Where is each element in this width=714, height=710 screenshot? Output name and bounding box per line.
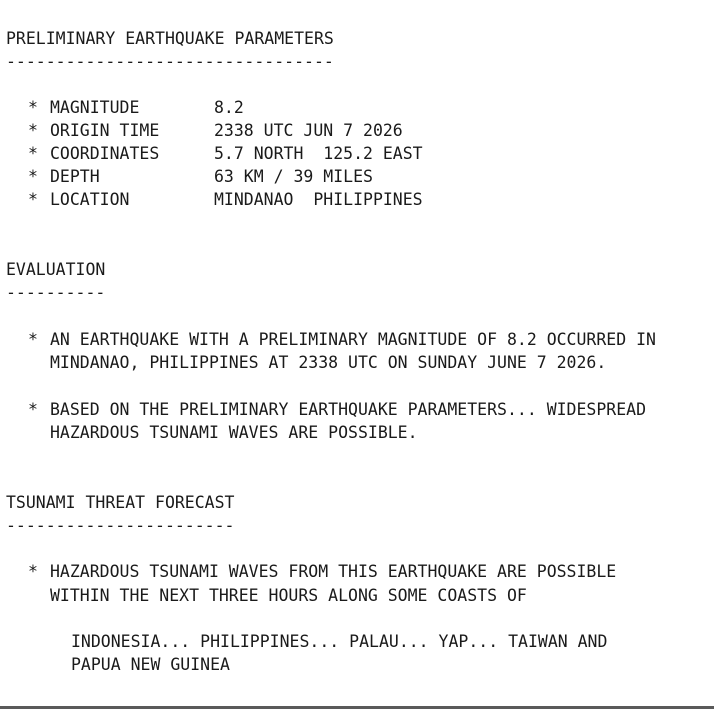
evaluation-text-line: AN EARTHQUAKE WITH A PRELIMINARY MAGNITUDE OF 8.2 OCCURRED IN [50,330,656,349]
parameter-value: 2338 UTC JUN 7 2026 [214,121,403,140]
parameter-label: LOCATION [50,190,130,209]
parameters-heading: PRELIMINARY EARTHQUAKE PARAMETERS [6,29,334,48]
page-bottom-border [0,706,714,709]
parameter-label: DEPTH [50,167,100,186]
evaluation-text-line: MINDANAO, PHILIPPINES AT 2338 UTC ON SUNDAY JUNE 7 2026. [50,353,607,372]
bullet: * [28,98,38,117]
bullet: * [28,562,38,581]
bullet: * [28,190,38,209]
parameter-label: ORIGIN TIME [50,121,160,140]
forecast-places-line: PAPUA NEW GUINEA [71,655,230,674]
bullet: * [28,167,38,186]
evaluation-heading: EVALUATION [6,260,106,279]
forecast-text-line: HAZARDOUS TSUNAMI WAVES FROM THIS EARTHQUAKE ARE POSSIBLE [50,562,617,581]
forecast-heading: TSUNAMI THREAT FORECAST [6,493,235,512]
bullet: * [28,121,38,140]
forecast-places-line: INDONESIA... PHILIPPINES... PALAU... YAP... TAIWAN AND [71,632,608,651]
parameter-value: 63 KM / 39 MILES [214,167,373,186]
parameters-underline: --------------------------------- [6,52,334,71]
parameter-label: COORDINATES [50,144,160,163]
evaluation-underline: ---------- [6,283,106,302]
forecast-text-line: WITHIN THE NEXT THREE HOURS ALONG SOME COASTS OF [50,586,527,605]
parameter-label: MAGNITUDE [50,98,140,117]
evaluation-text-line: HAZARDOUS TSUNAMI WAVES ARE POSSIBLE. [50,423,418,442]
parameter-value: MINDANAO PHILIPPINES [214,190,423,209]
bullet: * [28,330,38,349]
forecast-underline: ----------------------- [6,516,235,535]
bullet: * [28,144,38,163]
parameter-value: 5.7 NORTH 125.2 EAST [214,144,423,163]
parameter-value: 8.2 [214,98,244,117]
bullet: * [28,400,38,419]
evaluation-text-line: BASED ON THE PRELIMINARY EARTHQUAKE PARAMETERS... WIDESPREAD [50,400,647,419]
